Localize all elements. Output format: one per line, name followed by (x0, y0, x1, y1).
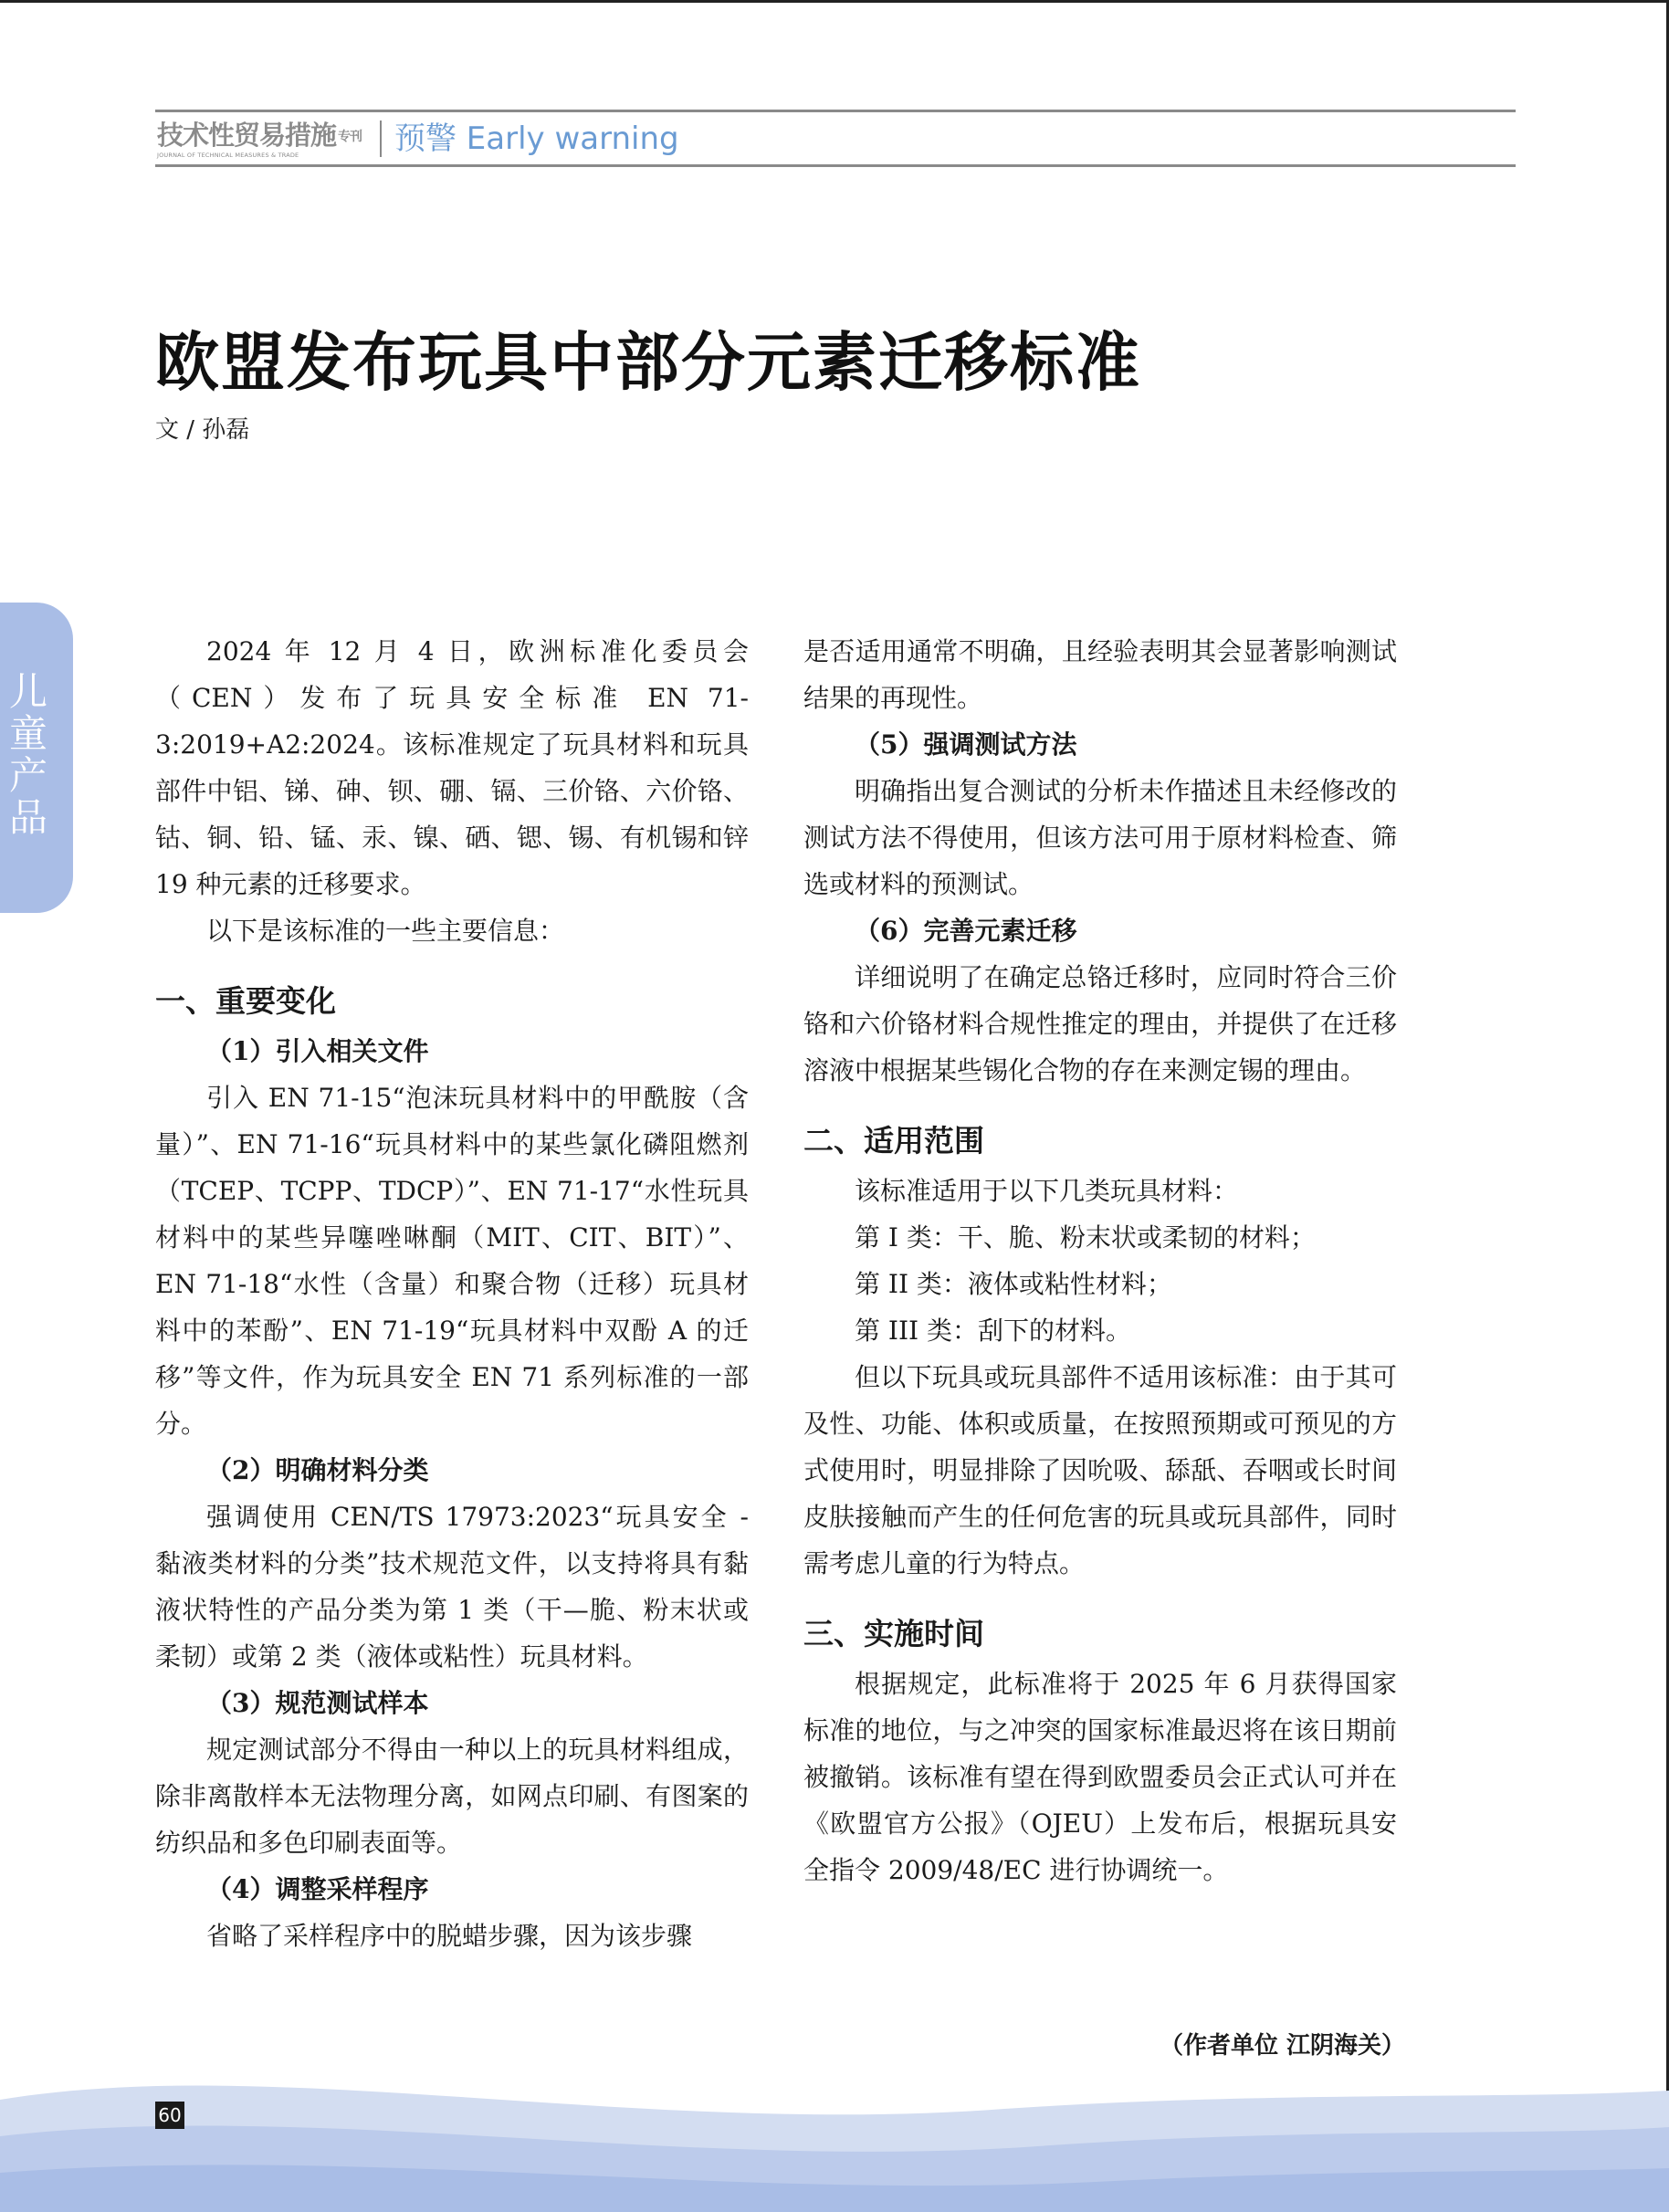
subsection-5-heading: （5）强调测试方法 (855, 729, 1077, 760)
section-2-text: 但以下玩具或玩具部件不适用该标准：由于其可及性、功能、体积或质量，在按照预期或可预见的方式使用时，明显排除了因吮吸、舔舐、吞咽或长时间皮肤接触而产生的任何危害的玩具或玩具部件，同时需考虑儿童的行为特点。 (803, 1362, 1397, 1578)
author-affiliation: （作者单位 江阴海关） (1160, 2032, 1406, 2060)
subsection-1-heading: （1）引入相关文件 (206, 1036, 429, 1066)
subsection-5-text: 明确指出复合测试的分析未作描述且未经修改的测试方法不得使用，但该方法可用于原材料检查、筛选或材料的预测试。 (803, 776, 1397, 899)
journal-english-name: JOURNAL OF TECHNICAL MEASURES & TRADE (157, 152, 299, 159)
article-author: 文 / 孙磊 (155, 416, 250, 444)
left-column (155, 628, 749, 1959)
category-1-item: 第 I 类：干、脆、粉末状或柔韧的材料； (855, 1222, 1316, 1253)
subsection-6-text: 详细说明了在确定总铬迁移时，应同时符合三价铬和六价铬材料合规性推定的理由，并提供了在迁移溶液中根据某些锡化合物的存在来测定锡的理由。 (803, 962, 1397, 1085)
section-3-heading: 三、实施时间 (803, 1616, 984, 1651)
journal-special: 专刊 (338, 130, 362, 144)
header-rule-bottom (155, 164, 1516, 167)
page-top-border (0, 0, 1669, 3)
category-side-tab-label: 儿童产品 (8, 669, 47, 840)
subsection-4-continued: 是否适用通常不明确，且经验表明其会显著影响测试结果的再现性。 (803, 636, 1397, 713)
journal-name-text: 技术性贸易措施 (157, 120, 337, 151)
subsection-3-heading: （3）规范测试样本 (206, 1688, 429, 1718)
section-2-intro: 该标准适用于以下几类玩具材料： (855, 1176, 1239, 1206)
header-rule-top (155, 110, 1516, 112)
header-separator (380, 121, 382, 157)
page-number: 60 (155, 2102, 184, 2129)
subsection-4-heading: （4）调整采样程序 (206, 1874, 429, 1904)
journal-name (157, 121, 376, 152)
article-title: 欧盟发布玩具中部分元素迁移标准 (155, 325, 1141, 400)
section-3-text: 根据规定，此标准将于 2025 年 6 月获得国家标准的地位，与之冲突的国家标准最迟将在该日期前被撤销。该标准有望在得到欧盟委员会正式认可并在《欧盟官方公报》（OJEU）上发布后，根据玩具安全指令 2009/48/EC 进行协调统一。 (803, 1669, 1397, 1885)
subsection-4-text: 省略了采样程序中的脱蜡步骤，因为该步骤 (206, 1921, 693, 1951)
right-column (803, 628, 1397, 1893)
section-1-heading: 一、重要变化 (155, 983, 336, 1019)
footer-wave-decoration (0, 2036, 1669, 2212)
subsection-1-text: 引入 EN 71-15“泡沫玩具材料中的甲酰胺（含量）”、EN 71-16“玩具材料中的某些氯化磷阻燃剂（TCEP、TCPP、TDCP）”、EN 71-17“水性玩具材料中的某些异噻唑啉酮（MIT、CIT、BIT）”、EN 71-18“水性（含量）和聚合物（迁移）玩具材料中的苯酚”、EN 71-19“玩具材料中双酚 A 的迁移”等文件，作为玩具安全 EN 71 系列标准的一部分。 (155, 1083, 749, 1439)
section-2-heading: 二、适用范围 (803, 1123, 984, 1158)
subsection-3-text: 规定测试部分不得由一种以上的玩具材料组成，除非离散样本无法物理分离，如网点印刷、有图案的纺织品和多色印刷表面等。 (155, 1735, 749, 1858)
running-header (155, 110, 1516, 166)
category-2-item: 第 II 类：液体或粘性材料； (855, 1269, 1172, 1299)
subsection-6-heading: （6）完善元素迁移 (855, 916, 1077, 946)
section-tag: 预警 Early warning (394, 121, 679, 157)
subsection-2-heading: （2）明确材料分类 (206, 1455, 429, 1485)
intro-paragraph-2: 以下是该标准的一些主要信息： (206, 916, 565, 946)
journal-logo (157, 121, 376, 159)
intro-paragraph-1: 2024 年 12 月 4 日，欧洲标准化委员会（CEN）发布了玩具安全标准 EN 71-3:2019+A2:2024。该标准规定了玩具材料和玩具部件中铝、锑、砷、钡、硼、镉、三价铬、六价铬、钴、铜、铅、锰、汞、镍、硒、锶、锡、有机锡和锌 19 种元素的迁移要求。 (155, 636, 749, 899)
category-3-item: 第 III 类：刮下的材料。 (855, 1316, 1131, 1346)
subsection-2-text: 强调使用 CEN/TS 17973:2023“玩具安全 - 黏液类材料的分类”技术规范文件，以支持将具有黏液状特性的产品分类为第 1 类（干—脆、粉末状或柔韧）或第 2 类（液体或粘性）玩具材料。 (155, 1502, 749, 1672)
